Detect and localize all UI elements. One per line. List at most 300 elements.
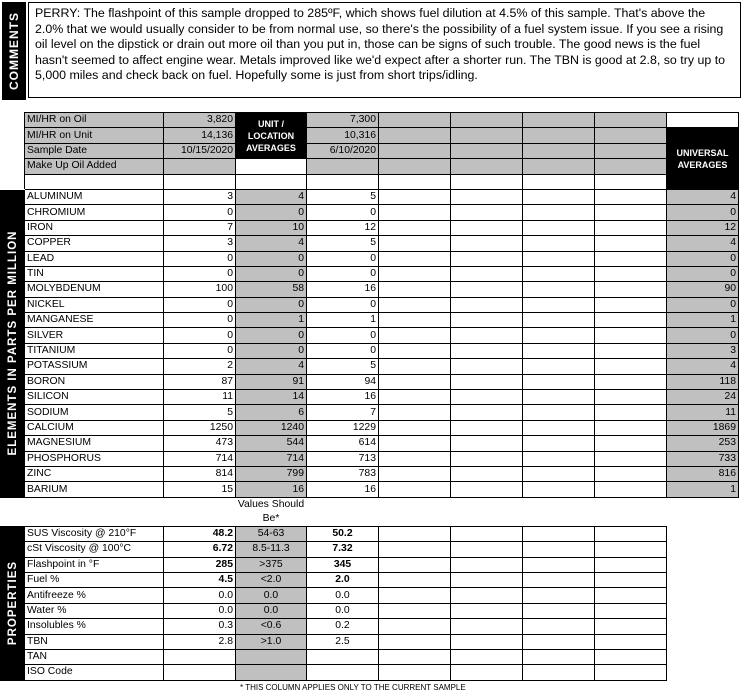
element-unit-average: 1240 [236,420,307,435]
property-row [1,557,739,572]
element-unit-average: 799 [236,466,307,481]
empty-sample-cell [379,266,451,281]
property-trailing-blank [667,649,739,664]
header-row [1,159,739,174]
empty-sample-cell [523,174,595,189]
element-universal-average: 0 [667,297,739,312]
property-trailing-blank [667,588,739,603]
values-header-blank [307,497,379,526]
property-row [1,634,739,649]
empty-sample-cell [379,466,451,481]
empty-sample-cell [451,526,523,541]
empty-sample-cell [379,526,451,541]
empty-sample-cell [523,266,595,281]
empty-sample-cell [379,634,451,649]
empty-sample-cell [379,282,451,297]
element-name: CALCIUM [25,420,164,435]
empty-sample-cell [451,542,523,557]
element-name: MOLYBDENUM [25,282,164,297]
element-sample1: 1250 [164,420,236,435]
comments-label: COMMENTS [7,12,21,90]
empty-sample-cell [523,143,595,158]
empty-sample-cell [379,174,451,189]
element-row [1,482,739,497]
property-sample2 [307,665,379,680]
empty-sample-cell [451,328,523,343]
empty-sample-cell [451,603,523,618]
property-sample2: 0.2 [307,619,379,634]
header-label: Sample Date [25,143,164,158]
values-header-blank [595,497,667,526]
report-grid [0,112,739,681]
empty-sample-cell [451,159,523,174]
empty-sample-cell [595,297,667,312]
property-sample2: 0.0 [307,603,379,618]
empty-sample-cell [451,572,523,587]
element-name: SILICON [25,390,164,405]
footnote: * THIS COLUMN APPLIES ONLY TO THE CURRENT SAMPLE [240,683,466,692]
property-sample1: 48.2 [164,526,236,541]
empty-sample-cell [523,328,595,343]
empty-sample-cell [523,343,595,358]
element-row [1,343,739,358]
element-unit-average: 0 [236,297,307,312]
element-row [1,328,739,343]
element-row [1,451,739,466]
empty-sample-cell [595,557,667,572]
element-universal-average: 0 [667,328,739,343]
empty-sample-cell [451,128,523,143]
empty-sample-cell [379,159,451,174]
element-sample1: 814 [164,466,236,481]
property-name: ISO Code [25,665,164,680]
empty-sample-cell [379,113,451,128]
avg-header-blank [236,159,307,174]
property-row [1,603,739,618]
sample1-header-value: 14,136 [164,128,236,143]
empty-sample-cell [451,466,523,481]
element-universal-average: 0 [667,266,739,281]
header-side [1,113,25,190]
empty-sample-cell [451,665,523,680]
property-name: Water % [25,603,164,618]
empty-sample-cell [451,313,523,328]
empty-sample-cell [379,390,451,405]
element-row [1,390,739,405]
empty-sample-cell [523,282,595,297]
property-name: cSt Viscosity @ 100°C [25,542,164,557]
unit-averages-header: UNIT / LOCATION AVERAGES [236,113,307,159]
element-unit-average: 58 [236,282,307,297]
element-unit-average: 91 [236,374,307,389]
element-sample2: 5 [307,359,379,374]
element-name: ALUMINUM [25,189,164,204]
element-sample1: 0 [164,266,236,281]
element-sample2: 7 [307,405,379,420]
property-sample2: 2.5 [307,634,379,649]
element-unit-average: 4 [236,359,307,374]
spacer-cell [307,174,379,189]
empty-sample-cell [523,588,595,603]
property-sample2: 7.32 [307,542,379,557]
element-row [1,282,739,297]
property-row [1,542,739,557]
empty-sample-cell [523,466,595,481]
property-row [1,649,739,664]
empty-sample-cell [451,220,523,235]
empty-sample-cell [523,159,595,174]
element-unit-average: 4 [236,236,307,251]
property-trailing-blank [667,634,739,649]
header-row [1,143,739,158]
empty-sample-cell [523,313,595,328]
empty-sample-cell [595,205,667,220]
empty-sample-cell [451,390,523,405]
empty-sample-cell [523,205,595,220]
empty-sample-cell [523,251,595,266]
element-universal-average: 90 [667,282,739,297]
empty-sample-cell [595,251,667,266]
property-sample1: 6.72 [164,542,236,557]
empty-sample-cell [523,128,595,143]
empty-sample-cell [523,603,595,618]
empty-sample-cell [595,174,667,189]
element-universal-average: 1 [667,313,739,328]
element-universal-average: 12 [667,220,739,235]
element-universal-average: 3 [667,343,739,358]
sample1-header-value: 10/15/2020 [164,143,236,158]
element-universal-average: 816 [667,466,739,481]
empty-sample-cell [595,313,667,328]
element-row [1,236,739,251]
empty-sample-cell [451,251,523,266]
empty-sample-cell [379,436,451,451]
header-label: Make Up Oil Added [25,159,164,174]
empty-sample-cell [595,390,667,405]
element-sample1: 0 [164,313,236,328]
property-row [1,619,739,634]
element-sample1: 0 [164,297,236,312]
element-name: POTASSIUM [25,359,164,374]
element-unit-average: 1 [236,313,307,328]
property-name: Fuel % [25,572,164,587]
element-universal-average: 733 [667,451,739,466]
element-sample2: 614 [307,436,379,451]
empty-sample-cell [379,572,451,587]
empty-sample-cell [451,482,523,497]
property-sample2: 0.0 [307,588,379,603]
element-sample1: 0 [164,251,236,266]
element-unit-average: 544 [236,436,307,451]
empty-sample-cell [379,189,451,204]
sample1-header-value [164,159,236,174]
element-universal-average: 11 [667,405,739,420]
empty-sample-cell [451,405,523,420]
values-header-blank [379,497,451,526]
empty-sample-cell [595,113,667,128]
element-sample1: 15 [164,482,236,497]
header-row [1,113,739,128]
empty-sample-cell [379,619,451,634]
empty-sample-cell [379,359,451,374]
element-sample1: 473 [164,436,236,451]
element-name: NICKEL [25,297,164,312]
property-should-be: 8.5-11.3 [236,542,307,557]
element-sample2: 0 [307,297,379,312]
empty-sample-cell [451,619,523,634]
empty-sample-cell [451,634,523,649]
empty-sample-cell [523,451,595,466]
empty-sample-cell [379,557,451,572]
element-unit-average: 6 [236,405,307,420]
element-universal-average: 253 [667,436,739,451]
element-name: SILVER [25,328,164,343]
empty-sample-cell [451,436,523,451]
empty-sample-cell [523,526,595,541]
empty-sample-cell [595,603,667,618]
element-name: MAGNESIUM [25,436,164,451]
property-should-be [236,649,307,664]
element-sample1: 5 [164,405,236,420]
property-should-be: <2.0 [236,572,307,587]
empty-sample-cell [595,128,667,143]
element-name: MANGANESE [25,313,164,328]
empty-sample-cell [379,297,451,312]
empty-sample-cell [523,482,595,497]
element-sample1: 87 [164,374,236,389]
property-name: Flashpoint in °F [25,557,164,572]
property-should-be: 0.0 [236,603,307,618]
element-row [1,405,739,420]
element-name: SODIUM [25,405,164,420]
empty-sample-cell [523,634,595,649]
empty-sample-cell [379,405,451,420]
property-sample1: 285 [164,557,236,572]
element-universal-average: 0 [667,251,739,266]
sample2-header-value: 7,300 [307,113,379,128]
empty-sample-cell [523,374,595,389]
element-universal-average: 4 [667,189,739,204]
property-row [1,665,739,680]
empty-sample-cell [595,220,667,235]
values-header-side [1,497,25,526]
property-should-be: 54-63 [236,526,307,541]
empty-sample-cell [595,405,667,420]
empty-sample-cell [379,542,451,557]
empty-sample-cell [379,420,451,435]
empty-sample-cell [379,128,451,143]
element-universal-average: 1 [667,482,739,497]
sample2-header-value: 6/10/2020 [307,143,379,158]
spacer-label [25,174,164,189]
element-unit-average: 714 [236,451,307,466]
empty-sample-cell [595,189,667,204]
empty-sample-cell [451,282,523,297]
empty-sample-cell [523,665,595,680]
elements-side-label [1,189,25,497]
element-sample2: 0 [307,328,379,343]
property-sample1: 4.5 [164,572,236,587]
property-sample2: 50.2 [307,526,379,541]
element-row [1,205,739,220]
element-universal-average: 0 [667,205,739,220]
empty-sample-cell [595,343,667,358]
element-sample1: 2 [164,359,236,374]
elements-label: ELEMENTS IN PARTS PER MILLION [6,230,19,456]
empty-sample-cell [379,603,451,618]
property-sample1: 0.3 [164,619,236,634]
empty-sample-cell [595,143,667,158]
empty-sample-cell [595,282,667,297]
empty-sample-cell [523,113,595,128]
property-name: Insolubles % [25,619,164,634]
universal-averages-header: UNIVERSAL AVERAGES [667,128,739,190]
element-sample1: 0 [164,328,236,343]
property-should-be: >1.0 [236,634,307,649]
element-sample1: 3 [164,189,236,204]
empty-sample-cell [451,266,523,281]
empty-sample-cell [379,665,451,680]
element-unit-average: 0 [236,343,307,358]
element-sample1: 3 [164,236,236,251]
empty-sample-cell [379,220,451,235]
empty-sample-cell [451,557,523,572]
element-name: COPPER [25,236,164,251]
empty-sample-cell [523,189,595,204]
property-should-be: >375 [236,557,307,572]
element-row [1,420,739,435]
property-trailing-blank [667,542,739,557]
header-row [1,174,739,189]
element-unit-average: 0 [236,205,307,220]
empty-sample-cell [523,236,595,251]
element-sample2: 1229 [307,420,379,435]
empty-sample-cell [595,634,667,649]
empty-sample-cell [451,174,523,189]
empty-sample-cell [595,436,667,451]
element-name: ZINC [25,466,164,481]
empty-sample-cell [595,451,667,466]
header-label: MI/HR on Unit [25,128,164,143]
empty-sample-cell [595,665,667,680]
property-sample2: 345 [307,557,379,572]
element-name: IRON [25,220,164,235]
property-name: TBN [25,634,164,649]
element-sample1: 0 [164,343,236,358]
empty-sample-cell [595,619,667,634]
property-row [1,572,739,587]
property-trailing-blank [667,665,739,680]
element-universal-average: 118 [667,374,739,389]
property-name: SUS Viscosity @ 210°F [25,526,164,541]
empty-sample-cell [595,572,667,587]
empty-sample-cell [451,236,523,251]
empty-sample-cell [379,313,451,328]
element-unit-average: 0 [236,328,307,343]
universal-header-blank [667,113,739,128]
properties-side-label [1,526,25,680]
element-unit-average: 14 [236,390,307,405]
header-label: MI/HR on Oil [25,113,164,128]
empty-sample-cell [523,557,595,572]
empty-sample-cell [595,526,667,541]
empty-sample-cell [451,343,523,358]
element-sample2: 0 [307,266,379,281]
empty-sample-cell [451,113,523,128]
element-universal-average: 4 [667,359,739,374]
sample2-header-value: 10,316 [307,128,379,143]
element-row [1,436,739,451]
empty-sample-cell [451,189,523,204]
report-table [0,112,739,681]
element-sample2: 12 [307,220,379,235]
empty-sample-cell [595,236,667,251]
element-name: LEAD [25,251,164,266]
empty-sample-cell [379,251,451,266]
empty-sample-cell [379,374,451,389]
comments-text: PERRY: The flashpoint of this sample dropped to 285ºF, which shows fuel dilution at 4.5% of this sample. That's above the 2.0% that we would usually consider to be from normal use, so there's the possibility of a fuel system issue. If you see a rising oil level on the dipstick or drain out more oil than you put in, those can be signs of such trouble. The good news is the fuel hasn't seemed to affect engine wear. Metals improved like we'd expect after a shorter run. The TBN is good at 2.8, so try up to 5,000 miles and check back on fuel. Hopefully some is just from short trips/idling. [28,2,741,98]
property-trailing-blank [667,603,739,618]
element-sample2: 0 [307,205,379,220]
property-sample1: 0.0 [164,603,236,618]
element-sample2: 5 [307,189,379,204]
empty-sample-cell [379,588,451,603]
empty-sample-cell [523,390,595,405]
empty-sample-cell [523,405,595,420]
empty-sample-cell [595,374,667,389]
empty-sample-cell [451,205,523,220]
empty-sample-cell [379,328,451,343]
property-name: TAN [25,649,164,664]
element-universal-average: 24 [667,390,739,405]
property-sample1 [164,665,236,680]
element-sample1: 0 [164,205,236,220]
property-sample1 [164,649,236,664]
values-header-row [1,497,739,526]
element-name: TIN [25,266,164,281]
element-name: BARIUM [25,482,164,497]
empty-sample-cell [595,159,667,174]
element-sample2: 713 [307,451,379,466]
values-header-blank [523,497,595,526]
element-row [1,359,739,374]
property-name: Antifreeze % [25,588,164,603]
header-row [1,128,739,143]
empty-sample-cell [451,374,523,389]
property-row [1,526,739,541]
empty-sample-cell [523,297,595,312]
empty-sample-cell [523,220,595,235]
element-sample2: 5 [307,236,379,251]
empty-sample-cell [451,143,523,158]
element-universal-average: 1869 [667,420,739,435]
empty-sample-cell [379,482,451,497]
empty-sample-cell [595,266,667,281]
property-trailing-blank [667,557,739,572]
property-should-be: 0.0 [236,588,307,603]
element-universal-average: 4 [667,236,739,251]
property-should-be: <0.6 [236,619,307,634]
empty-sample-cell [595,588,667,603]
element-sample2: 94 [307,374,379,389]
sample1-header-value: 3,820 [164,113,236,128]
empty-sample-cell [523,359,595,374]
avg-header-blank [236,174,307,189]
empty-sample-cell [595,328,667,343]
empty-sample-cell [451,649,523,664]
empty-sample-cell [595,482,667,497]
empty-sample-cell [595,359,667,374]
